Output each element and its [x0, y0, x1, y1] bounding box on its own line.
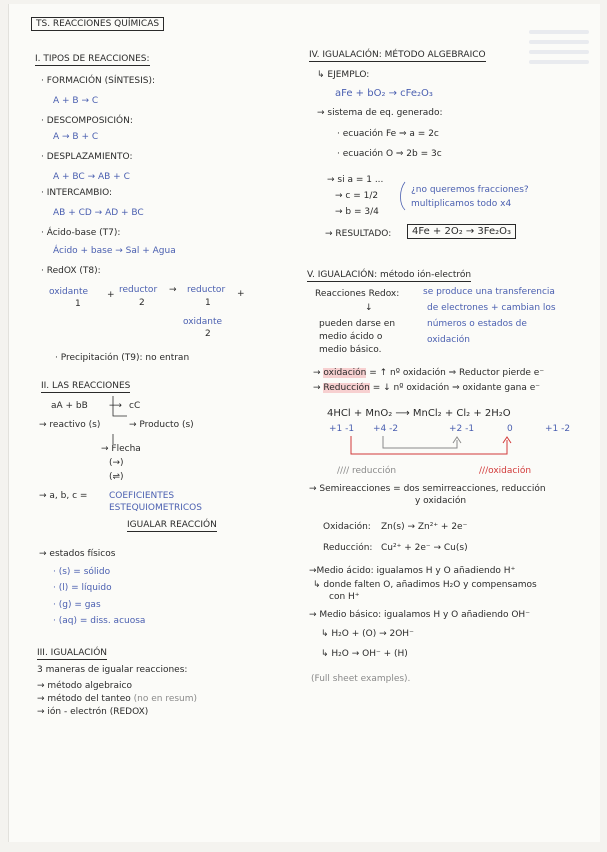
flecha-label: → Flecha — [101, 444, 141, 454]
section-3-heading: III. IGUALACIÓN — [37, 648, 108, 658]
intercambio-label: · INTERCAMBIO: — [41, 188, 113, 198]
ox-state-h2o: +1 -2 — [545, 424, 571, 434]
producto-label: → Producto (s) — [129, 420, 194, 430]
estado-solido: · (s) = sólido — [53, 567, 111, 577]
redox-oxidante: oxidante — [49, 287, 89, 297]
ecuacion-o: · ecuación O ⇒ 2b = 3c — [337, 149, 442, 159]
redox-index-4: 2 — [205, 329, 211, 339]
notebook-page — [8, 4, 600, 842]
reduccion-equation: Cu²⁺ + 2e⁻ → Cu(s) — [381, 543, 468, 553]
medio-text-1: pueden darse en — [319, 319, 396, 329]
reaction-general-products: cC — [129, 401, 141, 411]
acido-base-equation: Ácido + base → Sal + Agua — [53, 246, 176, 256]
formacion-equation: A + B → C — [53, 96, 99, 106]
oxidacion-definition: → oxidación = ↑ nº oxidación ⇒ Reductor pierde e⁻ — [313, 368, 545, 378]
redox-description-2: de electrones + cambian los — [427, 303, 556, 313]
redox-reductor: reductor — [119, 285, 158, 295]
medio-acido-1: →Medio ácido: igualamos H y O añadiendo H⁺ — [309, 566, 516, 576]
coeficientes-label: → a, b, c = — [39, 491, 88, 501]
descomposicion-equation: A → B + C — [53, 132, 99, 142]
fracciones-note-1: ¿no queremos fracciones? — [411, 185, 529, 195]
section-1-heading: I. TIPOS DE REACCIONES: — [35, 54, 150, 64]
redox-plus-1: + — [107, 290, 115, 300]
igualar-reaccion-text: IGUALAR REACCIÓN — [127, 520, 217, 530]
fracciones-note-2: multiplicamos todo x4 — [411, 199, 512, 209]
oxidacion-equation: Zn(s) → Zn²⁺ + 2e⁻ — [381, 522, 468, 532]
medio-basico-1: → Medio básico: igualamos H y O añadiendo OH⁻ — [309, 610, 530, 620]
flecha-reversible: (⇌) — [109, 472, 124, 482]
flecha-irreversible: (→) — [109, 458, 124, 468]
oxidacion-label: Oxidación: — [323, 522, 371, 532]
section-4-heading: IV. IGUALACIÓN: MÉTODO ALGEBRAICO — [309, 50, 486, 60]
estado-gas: · (g) = gas — [53, 600, 101, 610]
medio-acido-2: ↳ donde falten O, añadimos H₂O y compensamos — [313, 580, 537, 590]
reaction-general-reactants: aA + bB — [51, 401, 88, 411]
redox-reductor-2: reductor — [187, 285, 226, 295]
valor-b: → b = 3/4 — [335, 207, 379, 217]
down-arrow: ↓ — [365, 303, 373, 313]
estado-liquido: · (l) = líquido — [53, 583, 112, 593]
redox-plus-2: + — [237, 289, 245, 299]
desplazamiento-equation: A + BC → AB + C — [53, 172, 130, 182]
page-title: TS. REACCIONES QUÍMICAS — [31, 19, 164, 30]
resultado-label: → RESULTADO: — [325, 229, 392, 239]
redox-arrows-svg — [9, 4, 600, 842]
coeficientes-text: COEFICIENTES — [109, 491, 175, 501]
redox-oxidante-2: oxidante — [183, 317, 223, 327]
formacion-label: · FORMACIÓN (SÍNTESIS): — [41, 76, 156, 86]
ox-state-hcl: +1 -1 — [329, 424, 355, 434]
igualacion-intro: 3 maneras de igualar reacciones: — [37, 665, 188, 675]
medio-acido-3: con H⁺ — [329, 592, 360, 602]
estado-acuoso: · (aq) = diss. acuosa — [53, 616, 146, 626]
si-a-igual-1: → si a = 1 ... — [327, 175, 384, 185]
resultado-equation: 4Fe + 2O₂ → 3Fe₂O₃ — [407, 226, 516, 237]
redox-label: · RedOX (T8): — [41, 266, 101, 276]
medio-basico-3: ↳ H₂O → OH⁻ + (H) — [321, 649, 408, 659]
algebraico-equation: aFe + bO₂ → cFe₂O₃ — [335, 88, 433, 99]
reacciones-redox-label: Reacciones Redox: — [315, 289, 400, 299]
medio-text-3: medio básico. — [319, 345, 382, 355]
reactivo-label: → reactivo (s) — [39, 420, 101, 430]
section-2-heading: II. LAS REACCIONES — [41, 381, 131, 391]
estados-label: → estados físicos — [39, 549, 116, 559]
estequiometricos-text: ESTEQUIOMETRICOS — [109, 503, 202, 513]
ecuacion-fe: · ecuación Fe ⇒ a = 2c — [337, 129, 439, 139]
metodo-ion-electron: → ión - electrón (REDOX) — [37, 707, 149, 717]
medio-basico-2: ↳ H₂O + (O) → 2OH⁻ — [321, 629, 414, 639]
full-sheet-note: (Full sheet examples). — [311, 674, 411, 684]
precipitacion-label: · Precipitación (T9): no entran — [55, 353, 190, 363]
acido-base-label: · Ácido-base (T7): — [41, 228, 121, 238]
legend-oxidacion: ///oxidación — [479, 466, 532, 476]
section-5-heading: V. IGUALACIÓN: método ión-electrón — [307, 270, 472, 280]
redox-description-4: oxidación — [427, 335, 470, 345]
redox-arrow: → — [169, 285, 177, 295]
metodo-tanteo: → método del tanteo (no en resum) — [37, 694, 198, 704]
redox-index-3: 1 — [205, 298, 211, 308]
reaction-arrow: ⟶ — [109, 401, 122, 411]
metodo-algebraico: → método algebraico — [37, 681, 132, 691]
redox-description-3: números o estados de — [427, 319, 527, 329]
valor-c: → c = 1/2 — [335, 191, 379, 201]
medio-text-2: medio ácido o — [319, 332, 383, 342]
ejemplo-label: ↳ EJEMPLO: — [317, 70, 370, 80]
descomposicion-label: · DESCOMPOSICIÓN: — [41, 116, 133, 126]
legend-reduccion: //// reducción — [337, 466, 397, 476]
desplazamiento-label: · DESPLAZAMIENTO: — [41, 152, 133, 162]
semireacciones-line-1: → Semireacciones = dos semirreacciones, reducción — [309, 484, 546, 494]
ox-state-mncl2: +2 -1 — [449, 424, 475, 434]
redox-example-equation: 4HCl + MnO₂ ⟶ MnCl₂ + Cl₂ + 2H₂O — [327, 408, 511, 419]
redox-description-1: se produce una transferencia — [423, 287, 555, 297]
ox-state-mno2: +4 -2 — [373, 424, 399, 434]
redox-index-1: 1 — [75, 299, 81, 309]
redox-index-2: 2 — [139, 298, 145, 308]
semireacciones-line-2: y oxidación — [415, 496, 467, 506]
ox-state-cl2: 0 — [507, 424, 513, 434]
intercambio-equation: AB + CD → AD + BC — [53, 208, 144, 218]
sistema-label: → sistema de eq. generado: — [317, 108, 443, 118]
reduccion-definition: → Reducción = ↓ nº oxidación ⇒ oxidante gana e⁻ — [313, 383, 541, 393]
reduccion-label: Reducción: — [323, 543, 373, 553]
